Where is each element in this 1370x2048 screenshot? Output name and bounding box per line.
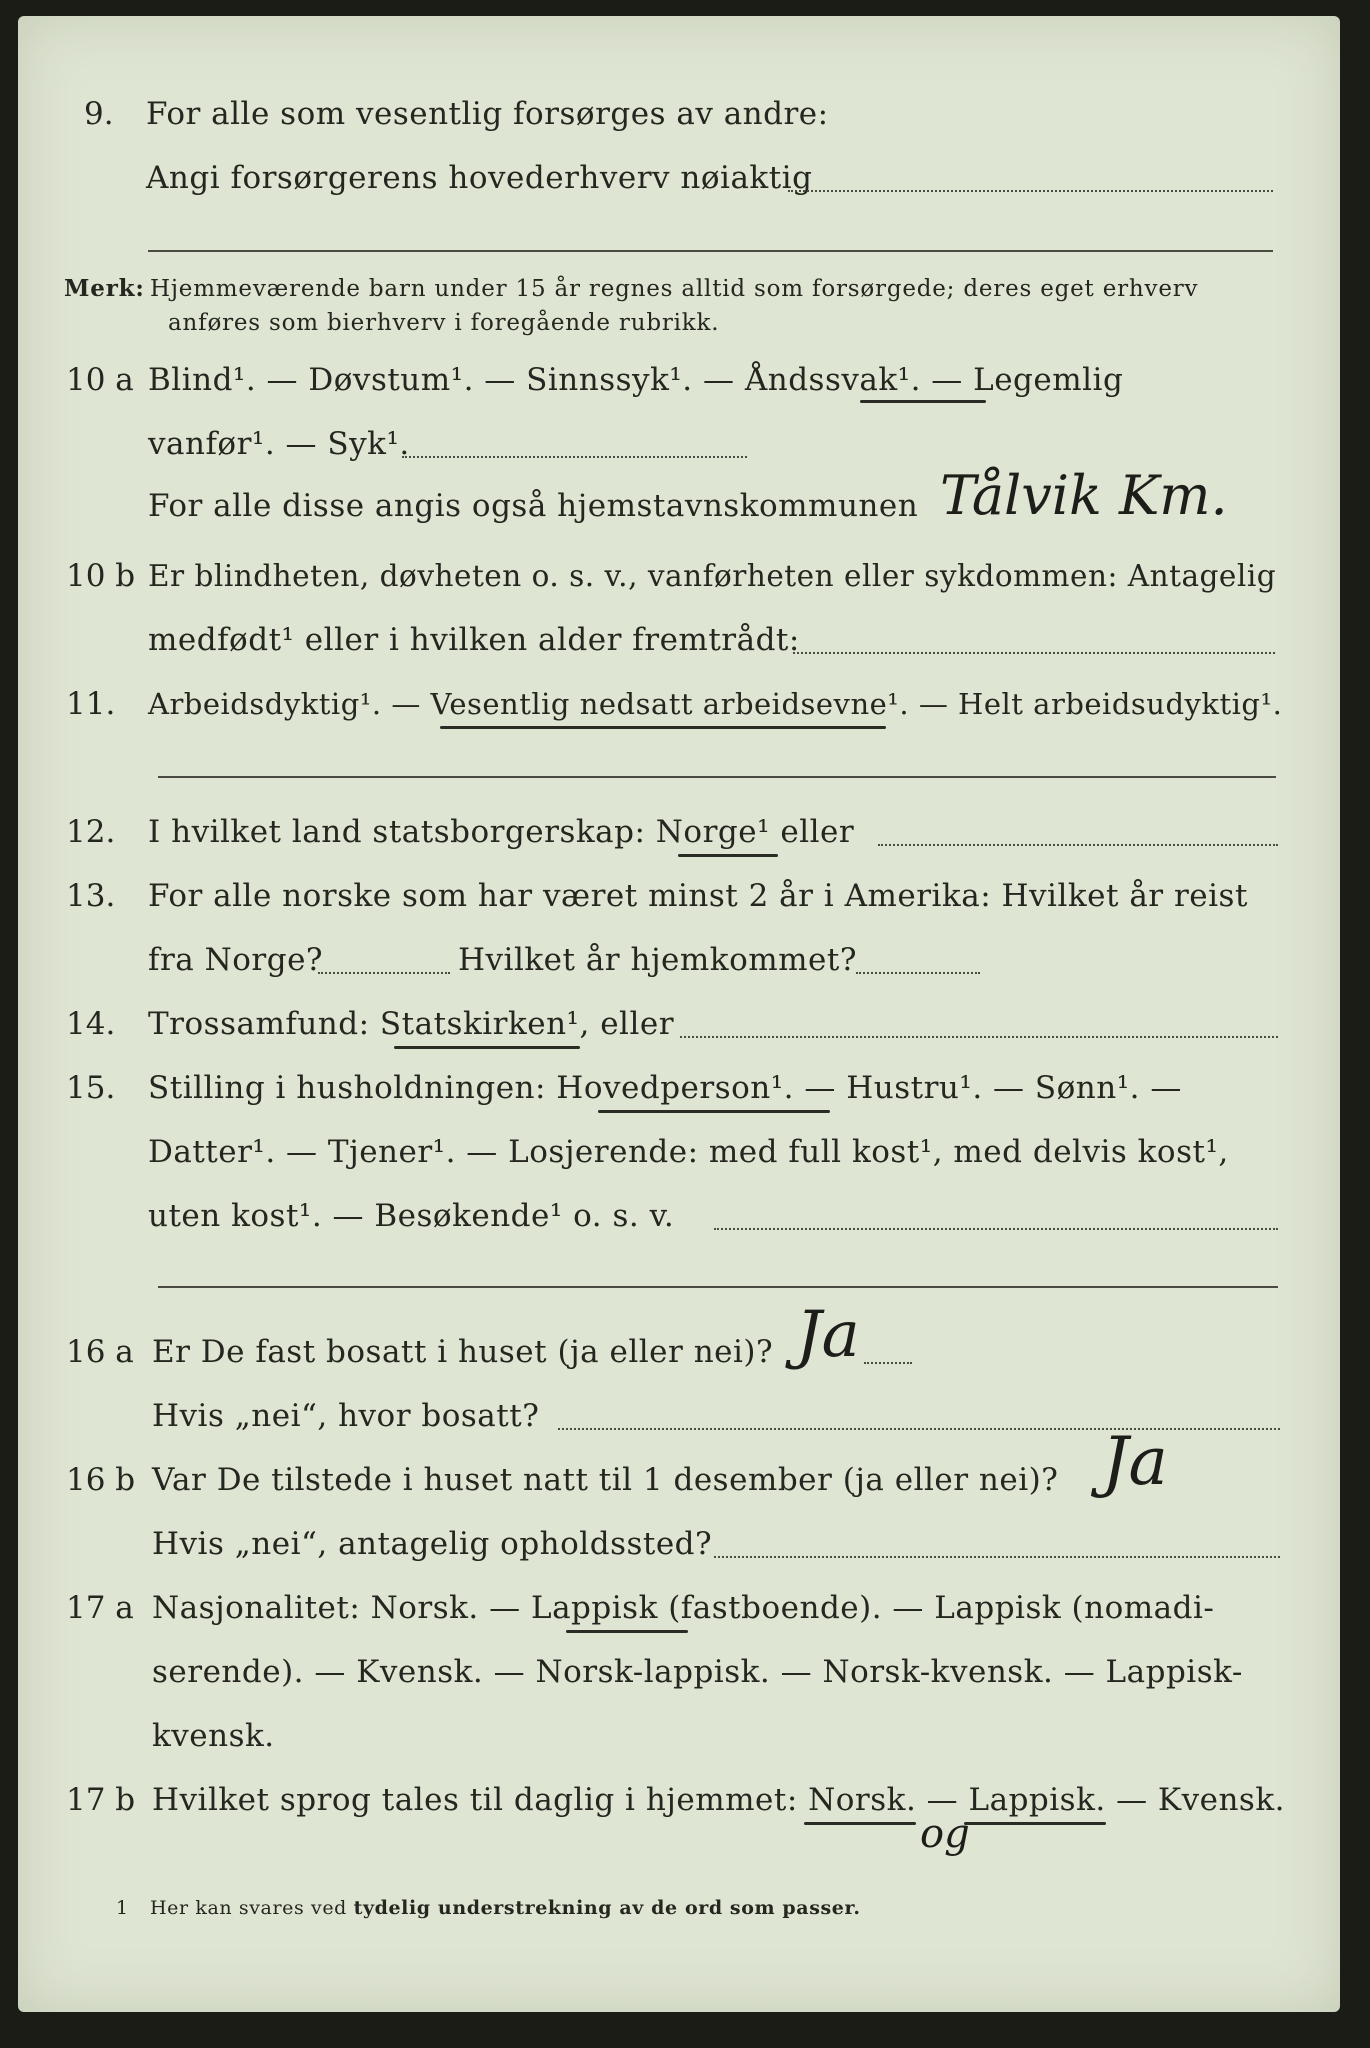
- q16a-number: 16 a: [66, 1334, 134, 1370]
- q17b-underline-lappisk: [964, 1822, 1106, 1825]
- q16b-number: 16 b: [66, 1462, 136, 1498]
- q17a-underline-lappisk: [566, 1630, 688, 1633]
- q9-answer-line: [788, 190, 1273, 192]
- q11-line1: Arbeidsdyktig¹. — Vesentlig nedsatt arbeidsevne¹. — Helt arbeidsudyktig¹.: [148, 687, 1283, 721]
- q17a-line1: Nasjonalitet: Norsk. — Lappisk (fastboende). — Lappisk (nomadi-: [152, 1590, 1215, 1626]
- q10a-number: 10 a: [66, 362, 134, 398]
- footnote-bold: tydelig understrekning av de ord som passer.: [353, 1897, 861, 1919]
- q15-underline-hovedperson: [598, 1110, 830, 1113]
- q10b-number: 10 b: [66, 558, 136, 594]
- q9-line2: Angi forsørgerens hovederhverv nøiaktig: [146, 160, 813, 196]
- q9-line1: For alle som vesentlig forsørges av andre:: [146, 96, 829, 132]
- q16a-handwritten-answer: Ja: [796, 1298, 860, 1372]
- q10b-line2: medfødt¹ eller i hvilken alder fremtrådt:: [148, 622, 800, 658]
- q17b-handwritten-og: og: [920, 1811, 970, 1857]
- q14-underline-statskirken: [394, 1046, 580, 1049]
- q14-answer-line: [680, 1036, 1278, 1038]
- footnote-text: [150, 1894, 861, 1922]
- q16b-line1: Var De tilstede i huset natt til 1 desember (ja eller nei)?: [152, 1462, 1059, 1498]
- merk-label: Merk:: [64, 275, 145, 302]
- q17b-number: 17 b: [66, 1782, 136, 1818]
- q15-answer-line2: [158, 1286, 1278, 1288]
- q17a-line3: kvensk.: [152, 1718, 275, 1754]
- q11-underline-selection: [440, 726, 886, 729]
- footnote-mark: 1: [116, 1897, 129, 1919]
- q13-line1: For alle norske som har været minst 2 år i Amerika: Hvilket år reist: [148, 878, 1248, 914]
- q12-line1: I hvilket land statsborgerskap: Norge¹ eller: [148, 814, 855, 850]
- q14-number: 14.: [66, 1006, 116, 1042]
- q17b-underline-norsk: [804, 1822, 916, 1825]
- merk-line2: anføres som bierhverv i foregående rubrikk.: [168, 310, 720, 336]
- q10a-line2: vanfør¹. — Syk¹.: [148, 426, 410, 462]
- q15-line3: uten kost¹. — Besøkende¹ o. s. v.: [148, 1198, 675, 1234]
- q17a-number: 17 a: [66, 1590, 134, 1626]
- q15-line1: Stilling i husholdningen: Hovedperson¹. — Hustru¹. — Sønn¹. —: [148, 1070, 1182, 1106]
- merk-line1: Hjemmeværende barn under 15 år regnes alltid som forsørgede; deres eget erhverv: [150, 276, 1199, 302]
- footnote-plain: Her kan svares ved: [150, 1897, 347, 1919]
- q10a-handwritten-answer: Tålvik Km.: [940, 464, 1228, 527]
- census-form-page: [18, 16, 1340, 2012]
- q13-line2b: Hvilket år hjemkommet?: [458, 942, 857, 978]
- q12-underline-norge: [678, 854, 778, 857]
- q15-answer-line: [714, 1228, 1278, 1230]
- q13-number: 13.: [66, 878, 116, 914]
- q16a-answer-line2: [558, 1428, 1280, 1430]
- q11-number: 11.: [66, 686, 116, 722]
- q10a-answer-line: [402, 456, 747, 458]
- q13-answer-line-b: [856, 972, 980, 974]
- q13-answer-line-a: [318, 972, 450, 974]
- q10a-line1: Blind¹. — Døvstum¹. — Sinnssyk¹. — Åndssvak¹. — Legemlig: [148, 362, 1124, 398]
- q10a-underline-andssvak: [860, 400, 986, 403]
- q16b-line2: Hvis „nei“, antagelig opholdssted?: [152, 1526, 713, 1562]
- q16a-line1: Er De fast bosatt i huset (ja eller nei)?: [152, 1334, 774, 1370]
- q14-line1: Trossamfund: Statskirken¹, eller: [148, 1006, 675, 1042]
- q10a-line3: For alle disse angis også hjemstavnskommunen: [148, 488, 919, 524]
- q16a-line2: Hvis „nei“, hvor bosatt?: [152, 1398, 540, 1434]
- q9-number: 9.: [84, 96, 114, 132]
- q16a-answer-line: [864, 1362, 912, 1364]
- q15-number: 15.: [66, 1070, 116, 1106]
- q12-answer-line: [878, 844, 1278, 846]
- q9-answer-line2: [148, 250, 1273, 252]
- q10b-line1: Er blindheten, døvheten o. s. v., vanførheten eller sykdommen: Antagelig: [148, 559, 1277, 593]
- q16b-answer-line: [714, 1556, 1280, 1558]
- q15-line2: Datter¹. — Tjener¹. — Losjerende: med full kost¹, med delvis kost¹,: [148, 1134, 1229, 1170]
- q10b-answer-line: [793, 652, 1275, 654]
- q17a-line2: serende). — Kvensk. — Norsk-lappisk. — Norsk-kvensk. — Lappisk-: [152, 1654, 1243, 1690]
- q12-number: 12.: [66, 814, 116, 850]
- q11-answer-line: [158, 776, 1276, 778]
- q17b-line1: Hvilket sprog tales til daglig i hjemmet: Norsk. — Lappisk. — Kvensk.: [152, 1782, 1285, 1818]
- q13-line2a: fra Norge?: [148, 942, 324, 978]
- q16b-handwritten-answer: Ja: [1102, 1423, 1168, 1500]
